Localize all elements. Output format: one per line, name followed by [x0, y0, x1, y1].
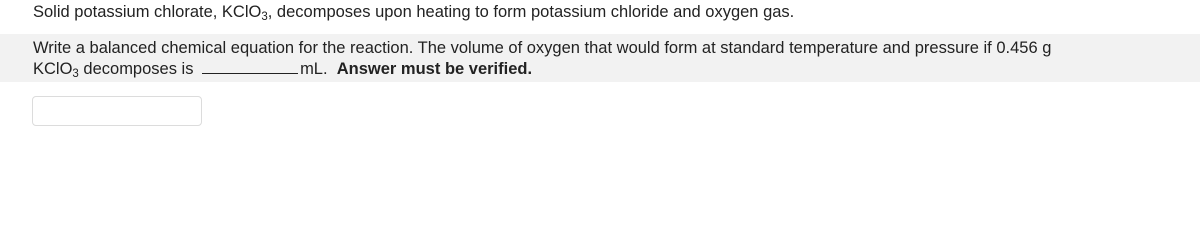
- problem-intro: [33, 0, 794, 26]
- answer-input[interactable]: [32, 96, 202, 126]
- question-line-1: Write a balanced chemical equation for the reaction. The volume of oxygen that would form at standard temperature and pressure if 0.456 g: [33, 39, 1052, 57]
- answer-blank: [202, 59, 298, 74]
- formula-subscript: 3: [72, 68, 79, 80]
- question-block: [0, 34, 1200, 82]
- intro-text-end: , decomposes upon heating to form potassium chloride and oxygen gas.: [267, 3, 795, 21]
- formula-text: KClO: [33, 60, 73, 78]
- question-line-2: [33, 58, 532, 80]
- verify-note: Answer must be verified.: [336, 60, 533, 78]
- question-line-2-text: decomposes is: [78, 60, 199, 78]
- unit-label: mL.: [300, 60, 328, 78]
- intro-subscript: 3: [261, 11, 268, 23]
- intro-text-start: Solid potassium chlorate, KClO: [33, 3, 262, 21]
